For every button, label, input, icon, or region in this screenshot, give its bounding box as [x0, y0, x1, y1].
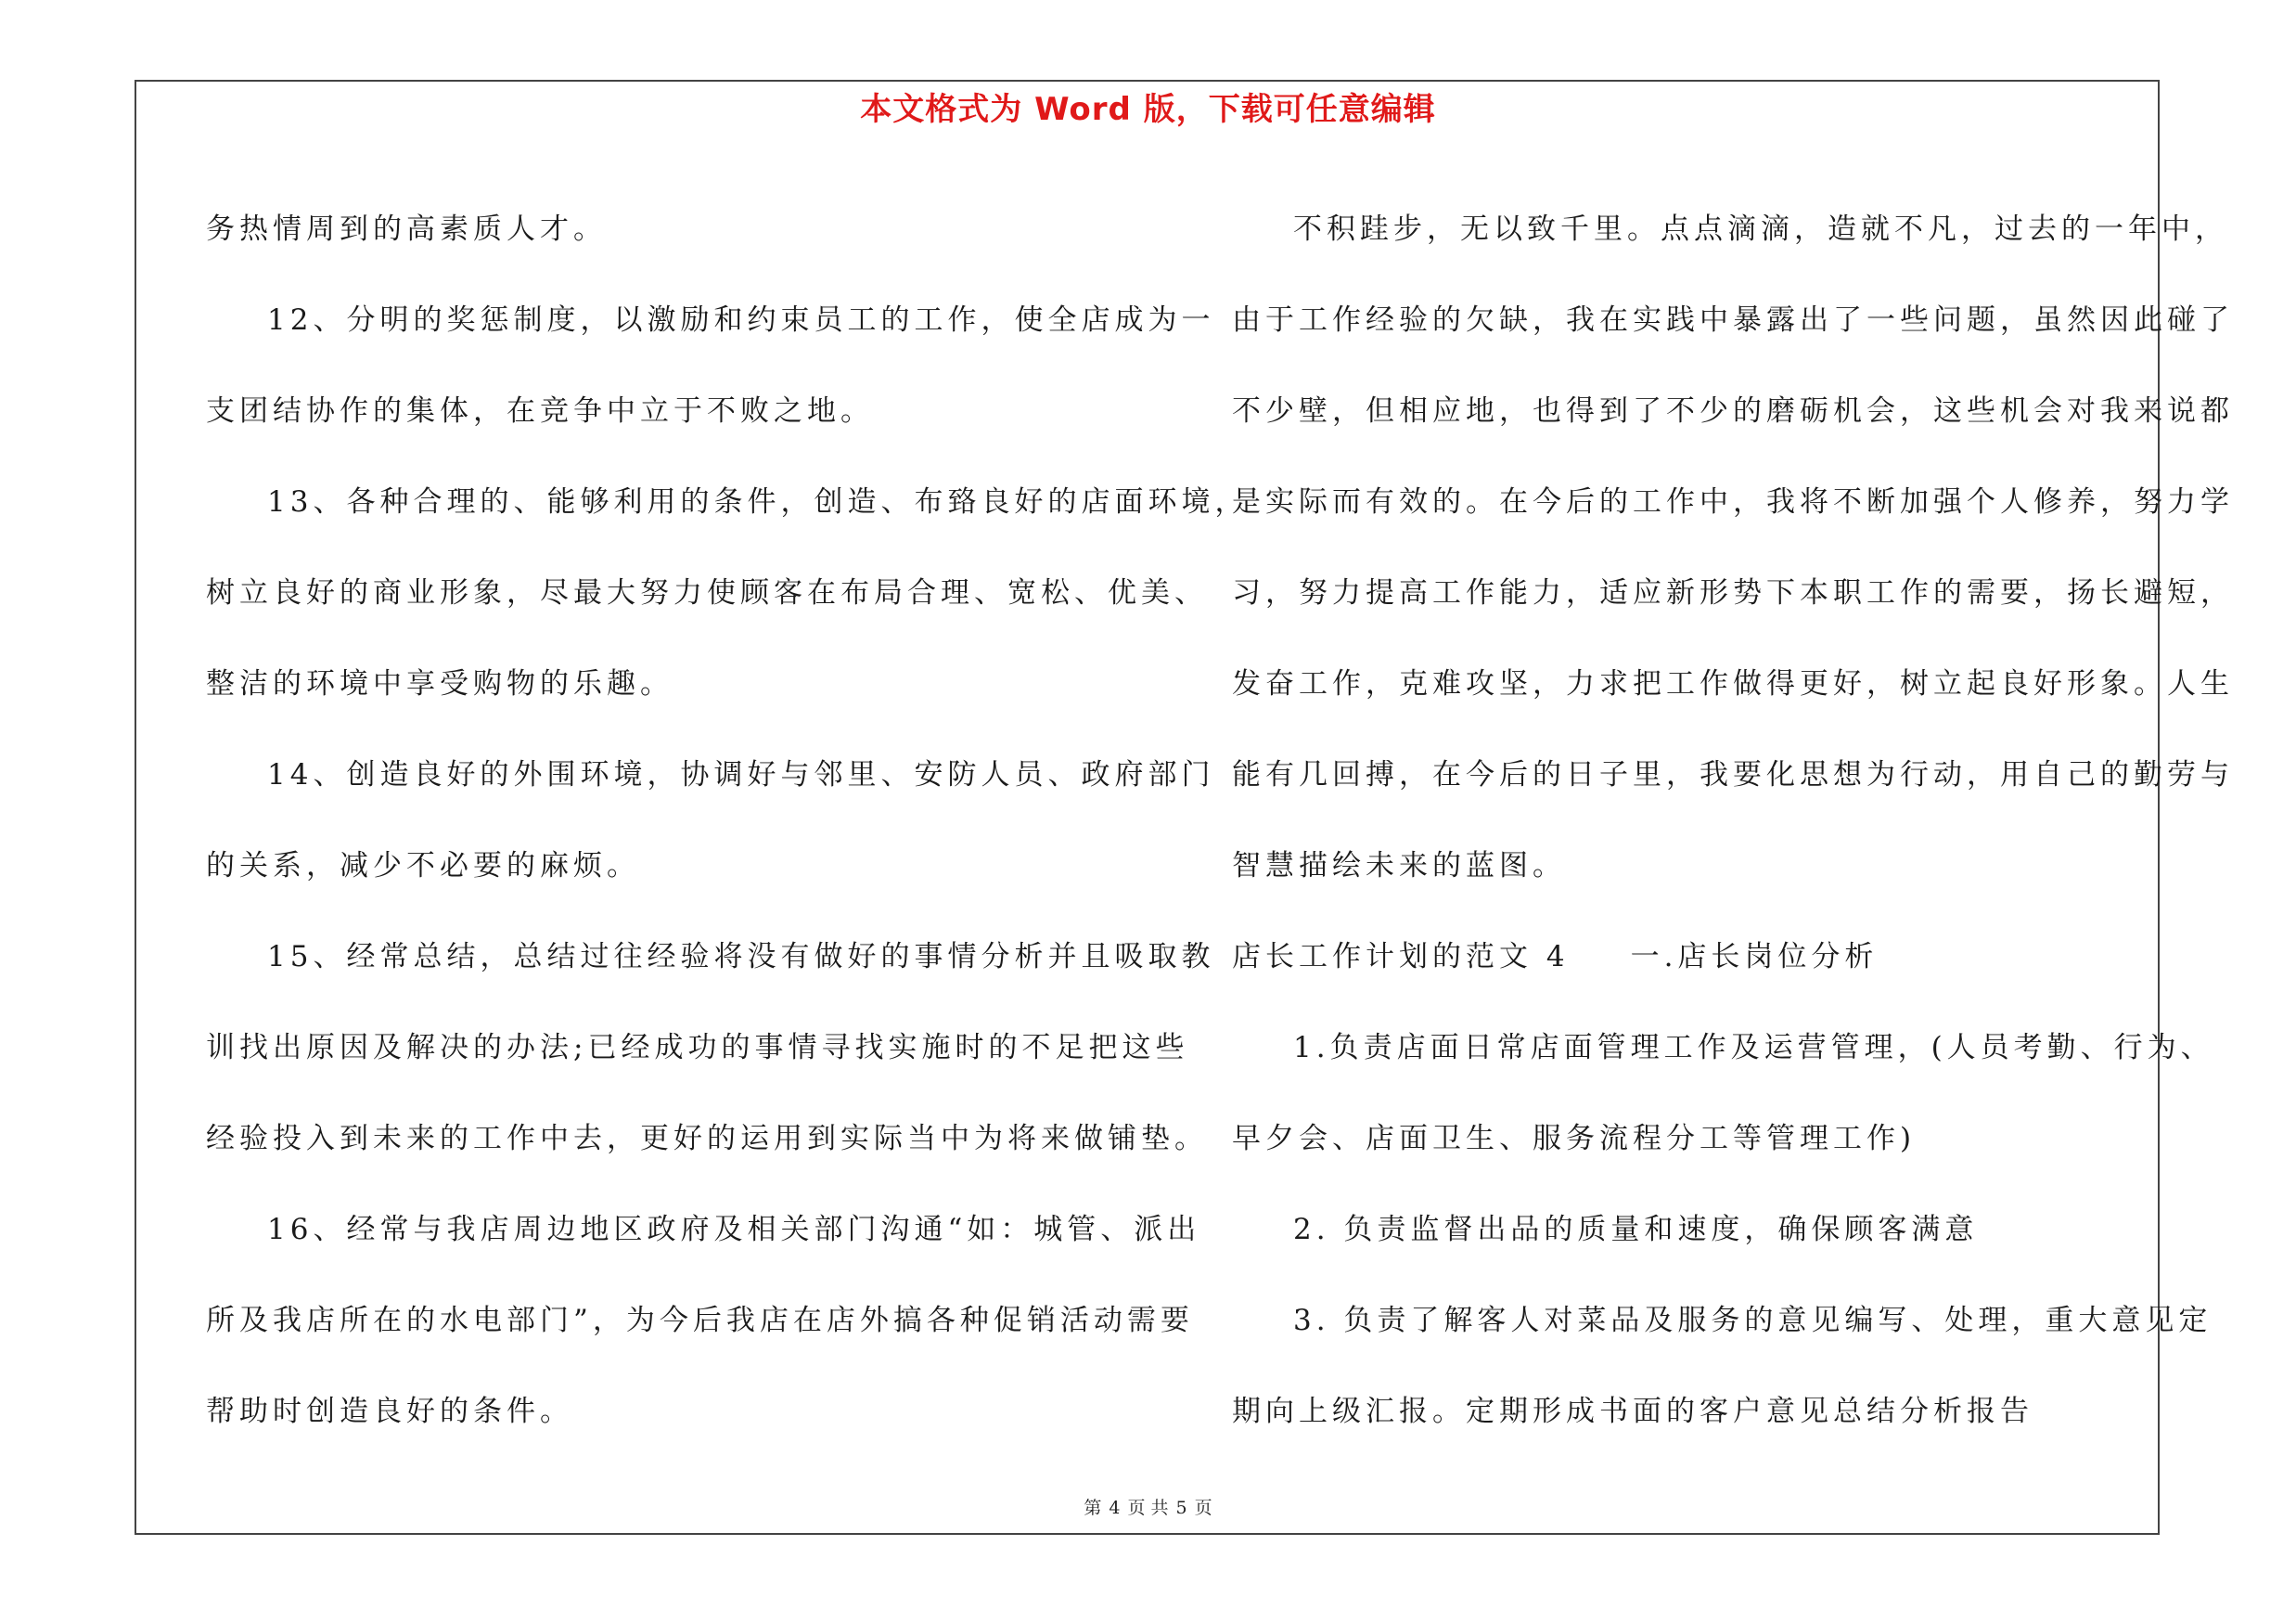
paragraph-line: 12、分明的奖惩制度，以激励和约束员工的工作，使全店成为一	[267, 303, 1215, 337]
paragraph-line: 13、各种合理的、能够利用的条件，创造、布臵良好的店面环境，	[267, 485, 1249, 519]
paragraph-line: 支团结协作的集体，在竞争中立于不败之地。	[206, 394, 874, 428]
paragraph-line: 发奋工作，克难攻坚，力求把工作做得更好，树立起良好形象。人生	[1232, 667, 2234, 701]
paragraph-line: 帮助时创造良好的条件。	[206, 1395, 573, 1428]
paragraph-line: 15、经常总结，总结过往经验将没有做好的事情分析并且吸取教	[267, 940, 1215, 973]
paragraph-line: 16、经常与我店周边地区政府及相关部门沟通“如：城管、派出	[267, 1213, 1201, 1246]
paragraph-line: 习，努力提高工作能力，适应新形势下本职工作的需要，扬长避短，	[1232, 576, 2234, 610]
footer-suffix: 页	[1194, 1498, 1212, 1518]
current-page-number: 4	[1109, 1498, 1121, 1518]
section-heading	[1232, 911, 2160, 1002]
paragraph-line: 智慧描绘未来的蓝图。	[1232, 849, 1566, 882]
list-item: 3. 负责了解客人对菜品及服务的意见编写、处理，重大意见定	[1293, 1304, 2213, 1337]
paragraph-line: 不少壁，但相应地，也得到了不少的磨砺机会，这些机会对我来说都	[1232, 394, 2234, 428]
paragraph-line: 能有几回搏，在今后的日子里，我要化思想为行动，用自己的勤劳与	[1232, 758, 2234, 792]
footer-prefix: 第	[1084, 1498, 1102, 1518]
paragraph-line: 务热情周到的高素质人才。	[206, 213, 607, 246]
paragraph-line: 是实际而有效的。在今后的工作中，我将不断加强个人修养，努力学	[1232, 485, 2234, 519]
list-item: 期向上级汇报。定期形成书面的客户意见总结分析报告	[1232, 1395, 2033, 1428]
paragraph-line: 训找出原因及解决的办法;已经成功的事情寻找实施时的不足把这些	[206, 1031, 1189, 1064]
paragraph-line: 树立良好的商业形象，尽最大努力使顾客在布局合理、宽松、优美、	[206, 576, 1208, 610]
paragraph-line: 整洁的环境中享受购物的乐趣。	[206, 667, 673, 701]
paragraph-line: 14、创造良好的外围环境，协调好与邻里、安防人员、政府部门	[267, 758, 1215, 792]
left-column	[206, 184, 1249, 1457]
page-footer	[0, 1496, 2296, 1520]
section-subtitle: 一.店长岗位分析	[1630, 940, 1879, 973]
paragraph-line: 所及我店所在的水电部门”，为今后我店在店外搞各种促销活动需要	[206, 1304, 1194, 1337]
right-column	[1232, 184, 2234, 1457]
header-banner: 本文格式为 Word 版，下载可任意编辑	[860, 91, 1436, 128]
list-item: 1.负责店面日常店面管理工作及运营管理，(人员考勤、行为、	[1293, 1031, 2214, 1064]
paragraph-line: 的关系，减少不必要的麻烦。	[206, 849, 640, 882]
paragraph-line: 由于工作经验的欠缺，我在实践中暴露出了一些问题，虽然因此碰了	[1232, 303, 2234, 337]
section-title: 店长工作计划的范文 4	[1232, 940, 1570, 973]
footer-middle: 页 共	[1127, 1498, 1169, 1518]
paragraph-line: 经验投入到未来的工作中去，更好的运用到实际当中为将来做铺垫。	[206, 1122, 1208, 1155]
paragraph-line: 不积跬步，无以致千里。点点滴滴，造就不凡，过去的一年中，	[1293, 213, 2228, 246]
total-page-count: 5	[1175, 1498, 1187, 1518]
list-item: 2. 负责监督出品的质量和速度，确保顾客满意	[1293, 1213, 1979, 1246]
list-item: 早夕会、店面卫生、服务流程分工等管理工作)	[1232, 1122, 1917, 1155]
